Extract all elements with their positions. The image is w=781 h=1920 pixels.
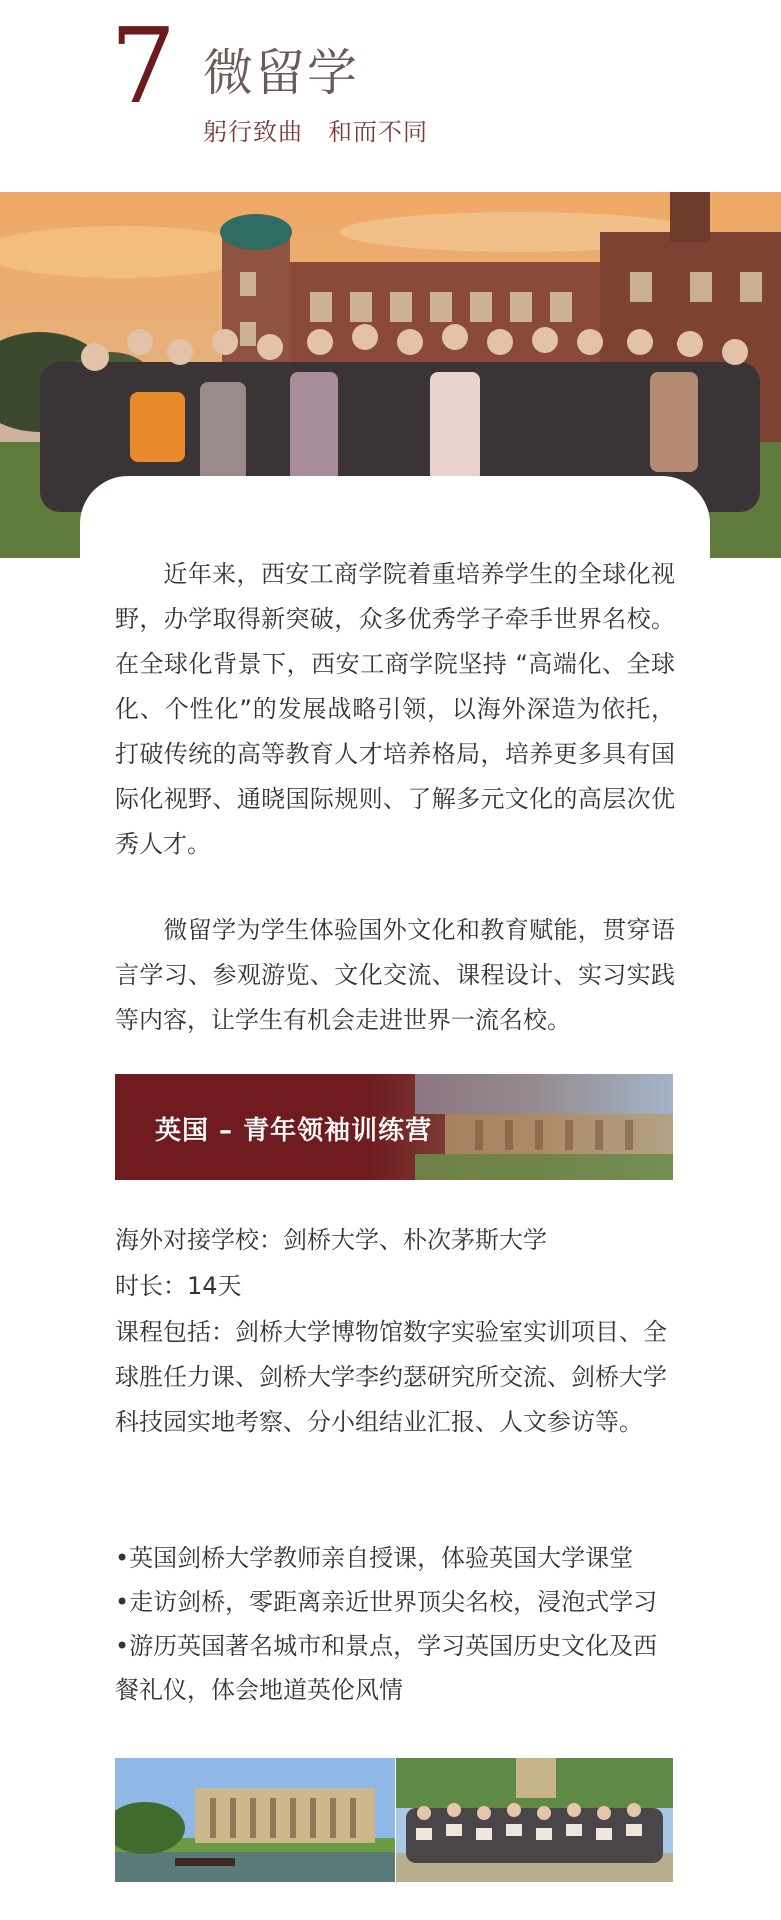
program-duration: 时长：14天: [115, 1272, 242, 1300]
highlight-item: •英国剑桥大学教师亲自授课，体验英国大学课堂: [115, 1544, 634, 1572]
photo-cambridge-river-illustration: [115, 1758, 395, 1882]
program-courses: 课程包括：剑桥大学博物馆数字实验室实训项目、全球胜任力课、剑桥大学李约瑟研究所交流、剑桥大学科技园实地考察、分小组结业汇报、人文参访等。: [115, 1318, 667, 1436]
highlight-item: •游历英国著名城市和景点，学习英国历史文化及西餐礼仪，体会地道英伦风情: [115, 1632, 658, 1704]
intro-paragraph-1-text: 近年来，西安工商学院着重培养学生的全球化视野，办学取得新突破，众多优秀学子牵手世界名校。在全球化背景下，西安工商学院坚持 “高端化、全球化、个性化”的发展战略引领，以海外深造为依托，打破传统的高等教育人才培养格局，培养更多具有国际化视野、通晓国际规则、了解多元文化的高层次优秀人才。: [115, 560, 675, 858]
intro-paragraph-1: [115, 552, 675, 867]
section-number: 7: [110, 5, 177, 127]
section-title: 微留学: [203, 44, 359, 102]
program-banner: [115, 1074, 673, 1180]
intro-paragraph-2: [115, 908, 675, 1043]
section-header: [0, 0, 781, 190]
photo-cambridge-river: [115, 1758, 395, 1882]
highlight-item: •走访剑桥，零距离亲近世界顶尖名校，浸泡式学习: [115, 1588, 658, 1616]
program-schools: 海外对接学校：剑桥大学、朴次茅斯大学: [115, 1226, 547, 1254]
section-subtitle: 躬行致曲 和而不同: [203, 118, 428, 146]
photo-group-cambridge-illustration: [396, 1758, 673, 1882]
intro-paragraph-2-text: 微留学为学生体验国外文化和教育赋能，贯穿语言学习、参观游览、文化交流、课程设计、实习实践等内容，让学生有机会走进世界一流名校。: [115, 916, 675, 1034]
banner-title: 英国 – 青年领袖训练营: [155, 1116, 433, 1146]
photo-group-cambridge: [396, 1758, 673, 1882]
